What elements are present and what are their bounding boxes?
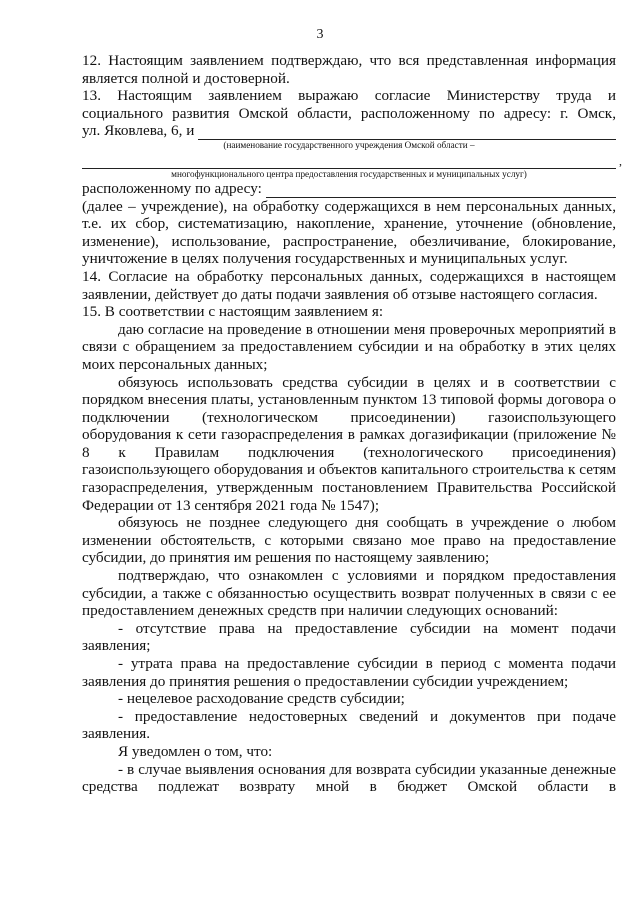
notified-item: - в случае выявления основания для возврата субсидии указанные денежные средства подлежат возврату мной в бюджет Омской области в [82,760,616,796]
institution-continuation-blank: , [82,153,616,169]
institution-name-blank [198,125,616,140]
paragraph-15: 15. В соответствии с настоящим заявлением я: [82,303,384,321]
caption-institution: (наименование государственного учреждения Омской области – [223,139,475,150]
caption-mfc: многофункционального центра предоставления государственных и муниципальных услуг) [171,168,527,179]
obligation-notify: обязуюсь не позднее следующего дня сообщать в учреждение о любом изменении обстоятельств, с которыми связано мое право на предоставление субсидии, до принятия им решения по настоящему заявлению; [82,514,616,567]
paragraph-13-rest: (далее – учреждение), на обработку содержащихся в нем персональных данных, т.е. их сбор, систематизацию, накопление, хранение, уточнение (обновление, изменение), использование, распространение, обезличивание, блокирование, уничтожение в целях получения государственных и муниципальных услуг. [82,197,616,268]
ground-4: - предоставление недостоверных сведений и документов при подаче заявления. [82,707,616,743]
document-body [82,52,622,796]
paragraph-13-line-3: ул. Яковлева, 6, и [82,122,195,140]
ground-1: - отсутствие права на предоставление субсидии на момент подачи заявления; [82,619,616,655]
paragraph-13-line-2: социального развития Омской области, расположенному по адресу: г. Омск, [82,104,616,122]
notified-heading: Я уведомлен о том, что: [118,742,273,760]
address-fill-row [82,180,616,198]
confirm-terms: подтверждаю, что ознакомлен с условиями и порядком предоставления субсидии, а также с обязанностью осуществить возврат полученных в связи с ее предоставлением денежных средств при наличии следующих оснований: [82,567,616,620]
paragraph-13-line-1: 13. Настоящим заявлением выражаю согласие Министерству труда и [82,87,616,105]
ground-2: - утрата права на предоставление субсидии в период с момента подачи заявления до принятия решения о предоставлении субсидии учреждением; [82,655,616,690]
page-number: 3 [316,27,324,42]
address-blank [266,183,616,198]
obligation-use: обязуюсь использовать средства субсидии в целях и в соответствии с порядком внесения платы, установленным пунктом 13 типовой формы договора о подключении (технологическом присоединении) газоиспользующего оборудования к сети газораспределения в рамках догазификации (приложение № 8 к Правилам подключения (технологического присоединения) газоиспользующего оборудования и объектов капитального строительства к сетям газораспределения, утвержденным постановлением Правительства Российской Федерации от 13 сентября 2021 года № 1547); [82,373,616,514]
paragraph-14: 14. Согласие на обработку персональных данных, содержащихся в настоящем заявлении, действует до даты подачи заявления об отзыве настоящего согласия. [82,267,616,303]
institution-fill-row [82,122,616,140]
address-label: расположенному по адресу: [82,179,262,197]
ground-3: - нецелевое расходование средств субсидии; [118,690,405,708]
paragraph-12: 12. Настоящим заявлением подтверждаю, что вся представленная информация является полной и достоверной. [82,52,616,87]
consent-checks: даю согласие на проведение в отношении меня проверочных мероприятий в связи с обращением за предоставлением субсидии и на обработку в этих целях моих персональных данных; [82,320,616,373]
